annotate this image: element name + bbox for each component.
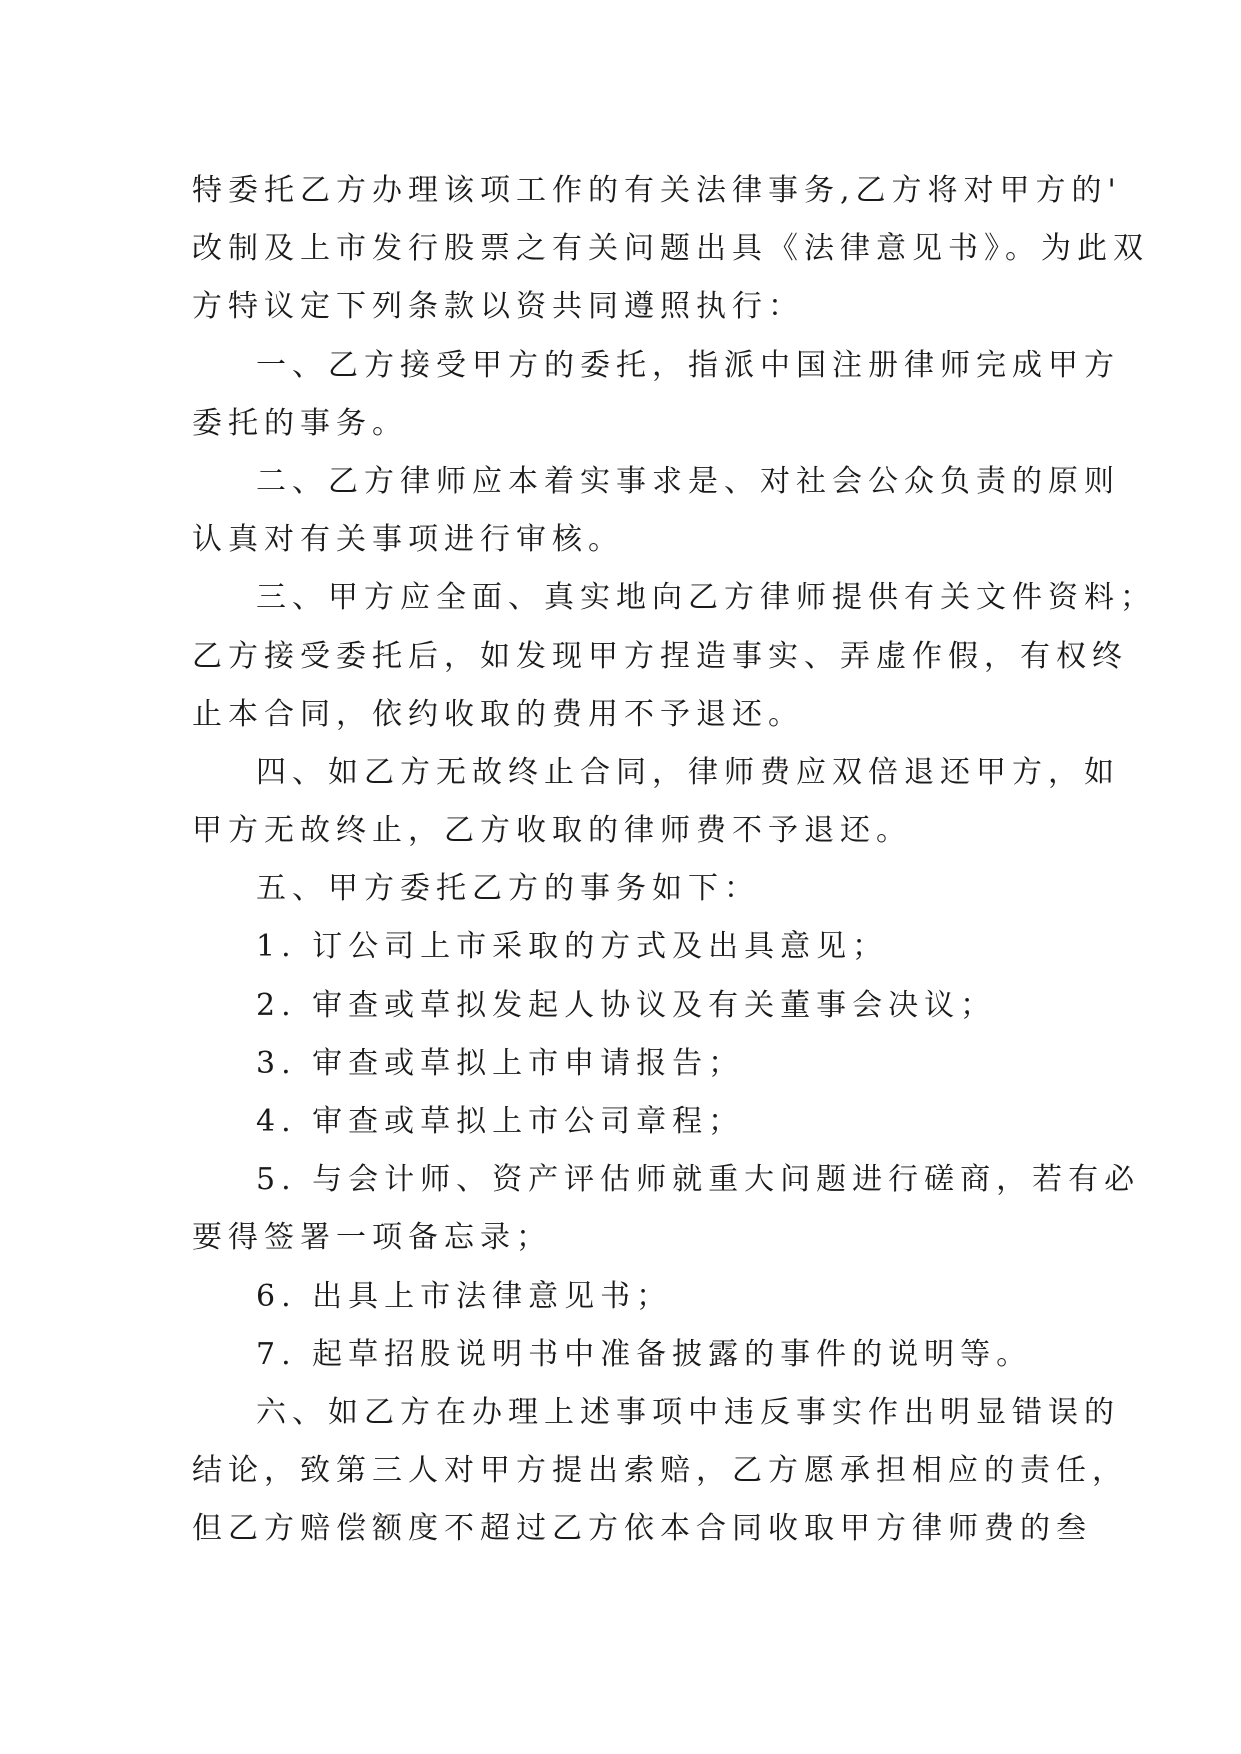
text-line: 四、如乙方无故终止合同，律师费应双倍退还甲方，如 bbox=[256, 754, 1120, 790]
text-line: 改制及上市发行股票之有关问题出具《法律意见书》。为此双 bbox=[192, 231, 1149, 267]
text-line: 三、甲方应全面、真实地向乙方律师提供有关文件资料； bbox=[256, 580, 1156, 616]
text-line: 五、甲方委托乙方的事务如下： bbox=[256, 871, 760, 907]
text-line: 结论，致第三人对甲方提出索赔，乙方愿承担相应的责任， bbox=[192, 1453, 1128, 1489]
text-line: 止本合同，依约收取的费用不予退还。 bbox=[192, 696, 804, 732]
text-line: 要得签署一项备忘录； bbox=[192, 1220, 552, 1256]
document-body bbox=[192, 162, 1156, 1559]
text-line: 1. 订公司上市采取的方式及出具意见； bbox=[256, 929, 889, 965]
text-line: 二、乙方律师应本着实事求是、对社会公众负责的原则 bbox=[256, 463, 1120, 499]
text-line: 但乙方赔偿额度不超过乙方依本合同收取甲方律师费的叁 bbox=[192, 1511, 1092, 1547]
text-line: 方特议定下列条款以资共同遵照执行： bbox=[192, 289, 804, 325]
text-line: 乙方接受委托后，如发现甲方捏造事实、弄虚作假，有权终 bbox=[192, 638, 1128, 674]
text-line: 甲方无故终止，乙方收取的律师费不予退还。 bbox=[192, 813, 912, 849]
text-line: 一、乙方接受甲方的委托，指派中国注册律师完成甲方 bbox=[256, 347, 1120, 383]
text-line: 7. 起草招股说明书中准备披露的事件的说明等。 bbox=[256, 1336, 1033, 1372]
text-line: 4. 审查或草拟上市公司章程； bbox=[256, 1104, 745, 1139]
text-line: 2. 审查或草拟发起人协议及有关董事会决议； bbox=[256, 987, 997, 1023]
text-line: 6. 出具上市法律意见书； bbox=[256, 1278, 673, 1314]
text-line: 委托的事务。 bbox=[192, 405, 408, 441]
text-line: 认真对有关事项进行审核。 bbox=[192, 522, 624, 558]
text-line: 5. 与会计师、资产评估师就重大问题进行磋商，若有必 bbox=[256, 1162, 1141, 1198]
text-line: 六、如乙方在办理上述事项中违反事实作出明显错误的 bbox=[256, 1394, 1120, 1430]
text-line: 3. 审查或草拟上市申请报告； bbox=[256, 1045, 745, 1081]
text-line: 特委托乙方办理该项工作的有关法律事务,乙方将对甲方的' bbox=[192, 173, 1122, 208]
